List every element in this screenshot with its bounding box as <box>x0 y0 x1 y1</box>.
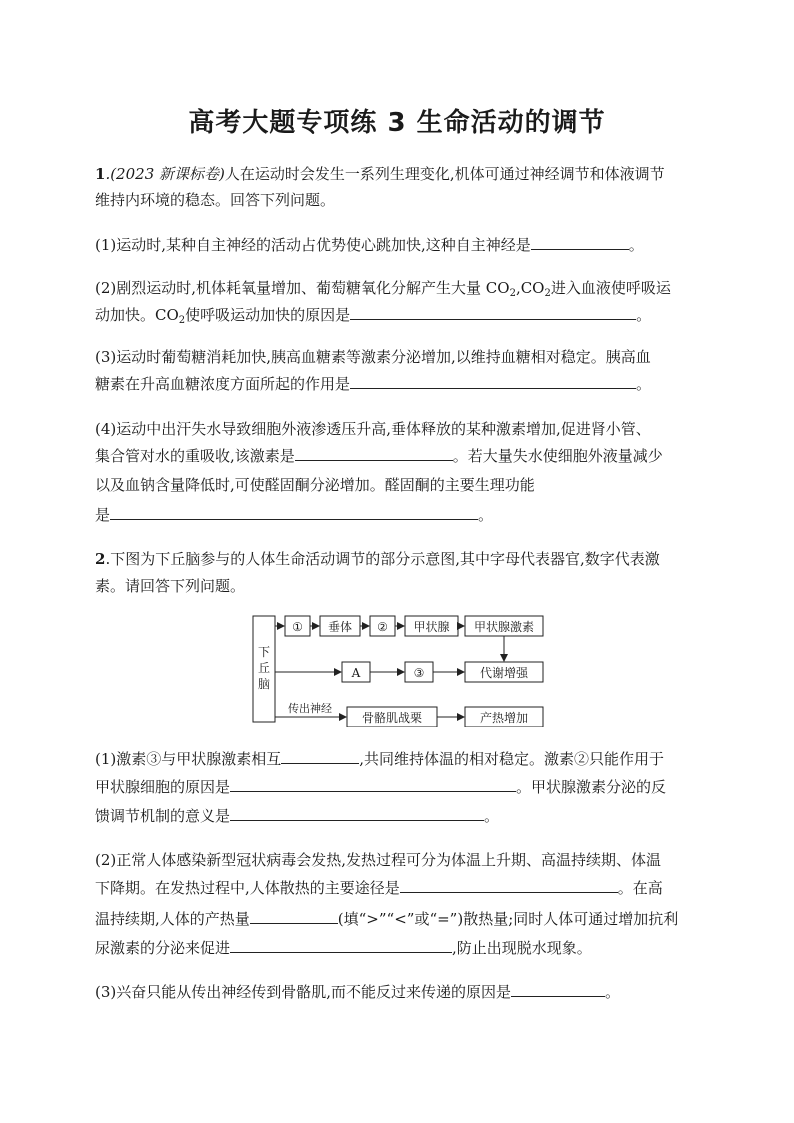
q1-number: 1 <box>95 165 106 183</box>
punct: 。 <box>636 375 652 393</box>
subscript: 2 <box>544 288 551 299</box>
q1-part2-text: (2)剧烈运动时,机体耗氧量增加、葡萄糖氧化分解产生大量 CO <box>95 279 510 297</box>
organ-a-label: A <box>351 666 361 680</box>
answer-blank[interactable] <box>400 877 618 893</box>
q2-part2-line-2 <box>95 877 705 899</box>
answer-blank[interactable] <box>250 908 338 924</box>
q1-part1-text: (1)运动时,某种自主神经的活动占优势使心跳加快,这种自主神经是 <box>95 236 531 254</box>
answer-blank[interactable] <box>110 504 478 520</box>
thyroid-hormone-label: 甲状腺激素 <box>473 620 535 634</box>
q1-part3-line-1: (3)运动时葡萄糖消耗加快,胰高血糖素等激素分泌增加,以维持血糖相对稳定。胰高血 <box>95 348 651 366</box>
punct: 。 <box>628 236 644 254</box>
q1-part2-text: 进入血液使呼吸运 <box>550 279 671 297</box>
q1-source: .(2023 新课标卷) <box>105 165 225 183</box>
q1-part4-line-4 <box>95 504 705 526</box>
q2-part2-line-1: (2)正常人体感染新型冠状病毒会发热,发热过程可分为体温上升期、高温持续期、体温 <box>95 851 662 869</box>
q2-part1-text: 甲状腺细胞的原因是 <box>95 778 231 796</box>
q1-part1 <box>95 234 705 256</box>
q2-part1-text: 馈调节机制的意义是 <box>95 807 231 825</box>
q2-part2-text: 。在高 <box>617 879 663 897</box>
q2-part1-line-1 <box>95 748 705 770</box>
q2-stem-line-2: 素。请回答下列问题。 <box>95 577 246 595</box>
answer-blank[interactable] <box>531 234 629 250</box>
q1-part4-text: 是 <box>95 506 111 524</box>
punct: 。 <box>636 306 652 324</box>
answer-blank[interactable] <box>511 981 605 997</box>
q2-part2-text: 温持续期,人体的产热量 <box>95 910 250 928</box>
punct: 。 <box>484 807 500 825</box>
q2-part2-text: 尿激素的分泌来促进 <box>95 939 231 957</box>
answer-blank[interactable] <box>350 304 636 320</box>
page-title: 高考大题专项练 3 生命活动的调节 <box>188 108 606 138</box>
answer-blank[interactable] <box>350 373 636 389</box>
heat-label: 产热增加 <box>479 711 529 725</box>
answer-blank[interactable] <box>281 748 359 764</box>
hypothalamus-label-2: 丘 <box>257 661 271 675</box>
q2-part2-text: (填“>”“<”或“=”)散热量;同时人体可通过增加抗利 <box>337 910 679 928</box>
hypothalamus-label-1: 下 <box>257 645 271 659</box>
q1-part2-text: 使呼吸运动加快的原因是 <box>185 306 351 324</box>
q2-part1-text: (1)激素③与甲状腺激素相互 <box>95 750 282 768</box>
q2-part1-line-2 <box>95 776 705 798</box>
q1-part4-line-1: (4)运动中出汗失水导致细胞外液渗透压升高,垂体释放的某种激素增加,促进肾小管、 <box>95 420 651 438</box>
q2-stem-line-1 <box>95 548 705 570</box>
answer-blank[interactable] <box>295 445 453 461</box>
q1-part2-text: ,CO <box>515 279 545 297</box>
q2-part1-line-3 <box>95 805 705 827</box>
regulation-diagram <box>250 612 550 727</box>
q2-part3 <box>95 981 705 1003</box>
q2-stem: .下图为下丘脑参与的人体生命活动调节的部分示意图,其中字母代表器官,数字代表激 <box>105 550 660 568</box>
hormone2-label: ② <box>377 620 388 634</box>
q2-part1-text: 。甲状腺激素分泌的反 <box>516 778 667 796</box>
q1-part4-line-2 <box>95 445 705 467</box>
q2-part3-text: (3)兴奋只能从传出神经传到骨骼肌,而不能反过来传递的原因是 <box>95 983 512 1001</box>
q2-number: 2 <box>95 550 106 568</box>
metabolism-label: 代谢增强 <box>479 666 529 680</box>
hormone3-label: ③ <box>413 666 425 680</box>
shiver-label: 骨骼肌战栗 <box>361 711 423 725</box>
punct: 。 <box>605 983 621 1001</box>
hormone1-label: ① <box>292 620 303 634</box>
pituitary-label: 垂体 <box>327 620 353 634</box>
q1-stem: 人在运动时会发生一系列生理变化,机体可通过神经调节和体液调节 <box>224 165 665 183</box>
q2-part2-text: ,防止出现脱水现象。 <box>452 939 592 957</box>
q1-part4-text: 集合管对水的重吸收,该激素是 <box>95 447 295 465</box>
q1-stem-line-2: 维持内环境的稳态。回答下列问题。 <box>95 191 336 209</box>
q1-part4-line-3: 以及血钠含量降低时,可使醛固酮分泌增加。醛固酮的主要生理功能 <box>95 476 535 494</box>
q2-part1-text: ,共同维持体温的相对稳定。激素②只能作用于 <box>359 750 665 768</box>
q2-part2-line-4 <box>95 937 705 959</box>
answer-blank[interactable] <box>230 776 516 792</box>
q1-part2-line-2 <box>95 304 705 332</box>
q1-part2-line-1 <box>95 277 705 305</box>
q1-part4-text: 。若大量失水使细胞外液量减少 <box>452 447 663 465</box>
q1-part3-text: 糖素在升高血糖浓度方面所起的作用是 <box>95 375 351 393</box>
q1-part3-line-2 <box>95 373 705 395</box>
hypothalamus-label-3: 脑 <box>257 677 271 691</box>
q2-part2-line-3 <box>95 908 705 930</box>
answer-blank[interactable] <box>230 937 452 953</box>
answer-blank[interactable] <box>230 805 484 821</box>
thyroid-label: 甲状腺 <box>413 620 450 634</box>
punct: 。 <box>478 506 494 524</box>
q2-part2-text: 下降期。在发热过程中,人体散热的主要途径是 <box>95 879 400 897</box>
q1-stem-line-1 <box>95 163 705 185</box>
subscript: 2 <box>178 315 186 326</box>
q1-part2-text: 动加快。CO <box>95 306 179 324</box>
efferent-nerve-label: 传出神经 <box>288 702 332 715</box>
subscript: 2 <box>509 288 516 299</box>
